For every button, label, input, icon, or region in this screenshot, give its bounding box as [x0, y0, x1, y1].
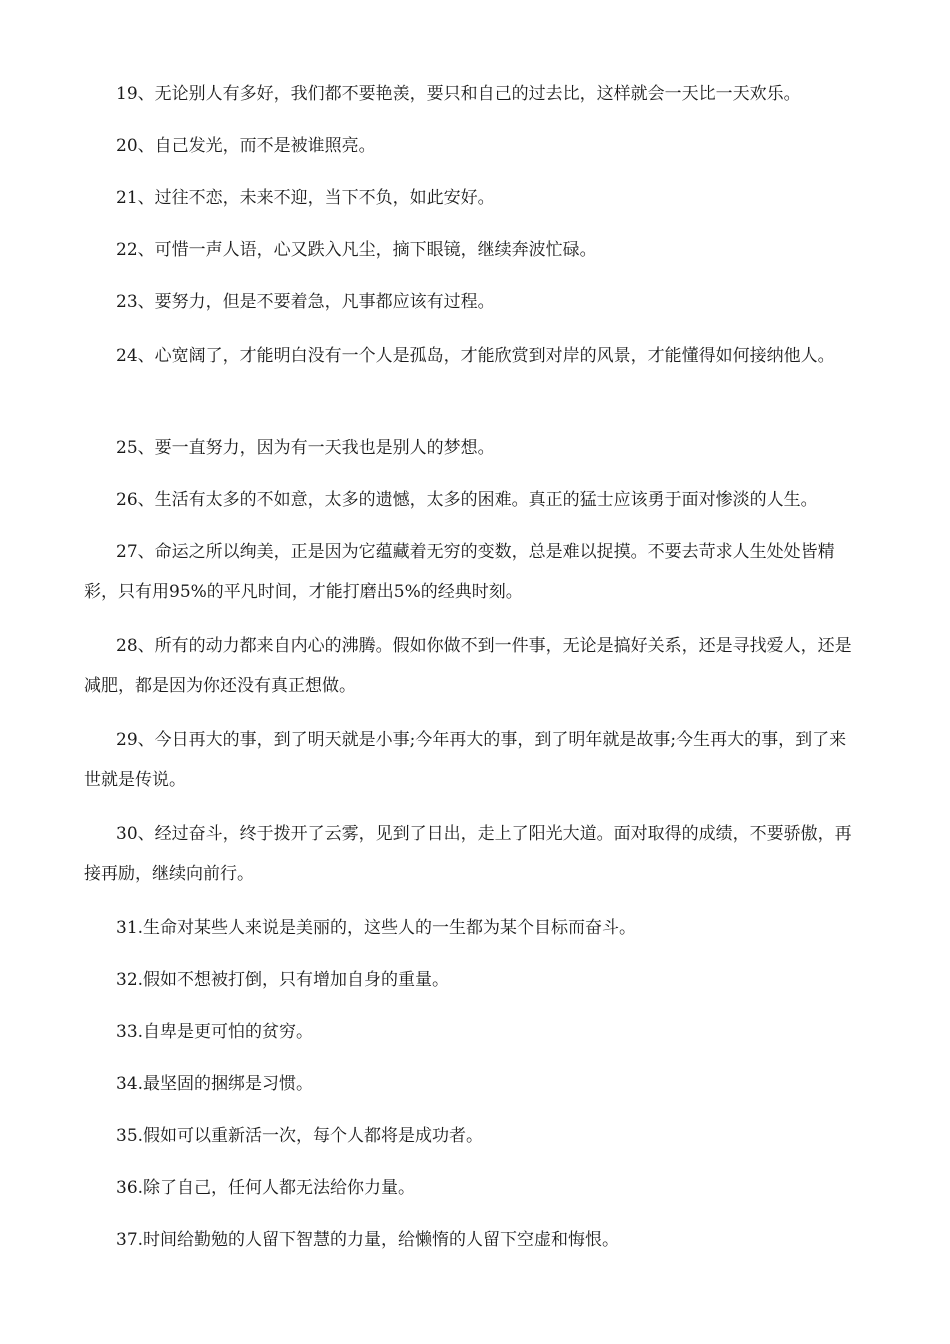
paragraph-25: 25、要一直努力，因为有一天我也是别人的梦想。 [116, 438, 495, 458]
paragraph-21: 21、过往不恋，未来不迎，当下不负，如此安好。 [116, 188, 495, 208]
paragraph-19: 19、无论别人有多好，我们都不要艳羡，要只和自己的过去比，这样就会一天比一天欢乐。 [116, 84, 801, 104]
paragraph-32: 32.假如不想被打倒，只有增加自身的重量。 [116, 970, 450, 990]
paragraph-28: 28、所有的动力都来自内心的沸腾。假如你做不到一件事，无论是搞好关系，还是寻找爱人，还是减肥，都是因为你还没有真正想做。 [84, 636, 852, 696]
paragraph-30: 30、经过奋斗，终于拨开了云雾，见到了日出，走上了阳光大道。面对取得的成绩，不要骄傲，再接再励，继续向前行。 [84, 824, 852, 884]
paragraph-36: 36.除了自己，任何人都无法给你力量。 [116, 1178, 416, 1198]
paragraph-27: 27、命运之所以绚美，正是因为它蕴藏着无穷的变数，总是难以捉摸。不要去苛求人生处处皆精彩，只有用95%的平凡时间，才能打磨出5%的经典时刻。 [84, 542, 835, 602]
paragraph-37: 37.时间给勤勉的人留下智慧的力量，给懒惰的人留下空虚和悔恨。 [116, 1230, 620, 1250]
paragraph-26: 26、生活有太多的不如意，太多的遗憾，太多的困难。真正的猛士应该勇于面对惨淡的人生。 [116, 490, 818, 510]
paragraph-22: 22、可惜一声人语，心又跌入凡尘，摘下眼镜，继续奔波忙碌。 [116, 240, 597, 260]
paragraph-29: 29、今日再大的事，到了明天就是小事;今年再大的事，到了明年就是故事;今生再大的事，到了来世就是传说。 [84, 730, 847, 790]
paragraph-34: 34.最坚固的捆绑是习惯。 [116, 1074, 314, 1094]
paragraph-23: 23、要努力，但是不要着急，凡事都应该有过程。 [116, 292, 495, 312]
paragraph-35: 35.假如可以重新活一次，每个人都将是成功者。 [116, 1126, 484, 1146]
paragraph-31: 31.生命对某些人来说是美丽的，这些人的一生都为某个目标而奋斗。 [116, 918, 637, 938]
paragraph-20: 20、自己发光，而不是被谁照亮。 [116, 136, 376, 156]
paragraph-24: 24、心宽阔了，才能明白没有一个人是孤岛，才能欣赏到对岸的风景，才能懂得如何接纳他人。 [116, 346, 835, 366]
paragraph-33: 33.自卑是更可怕的贫穷。 [116, 1022, 314, 1042]
